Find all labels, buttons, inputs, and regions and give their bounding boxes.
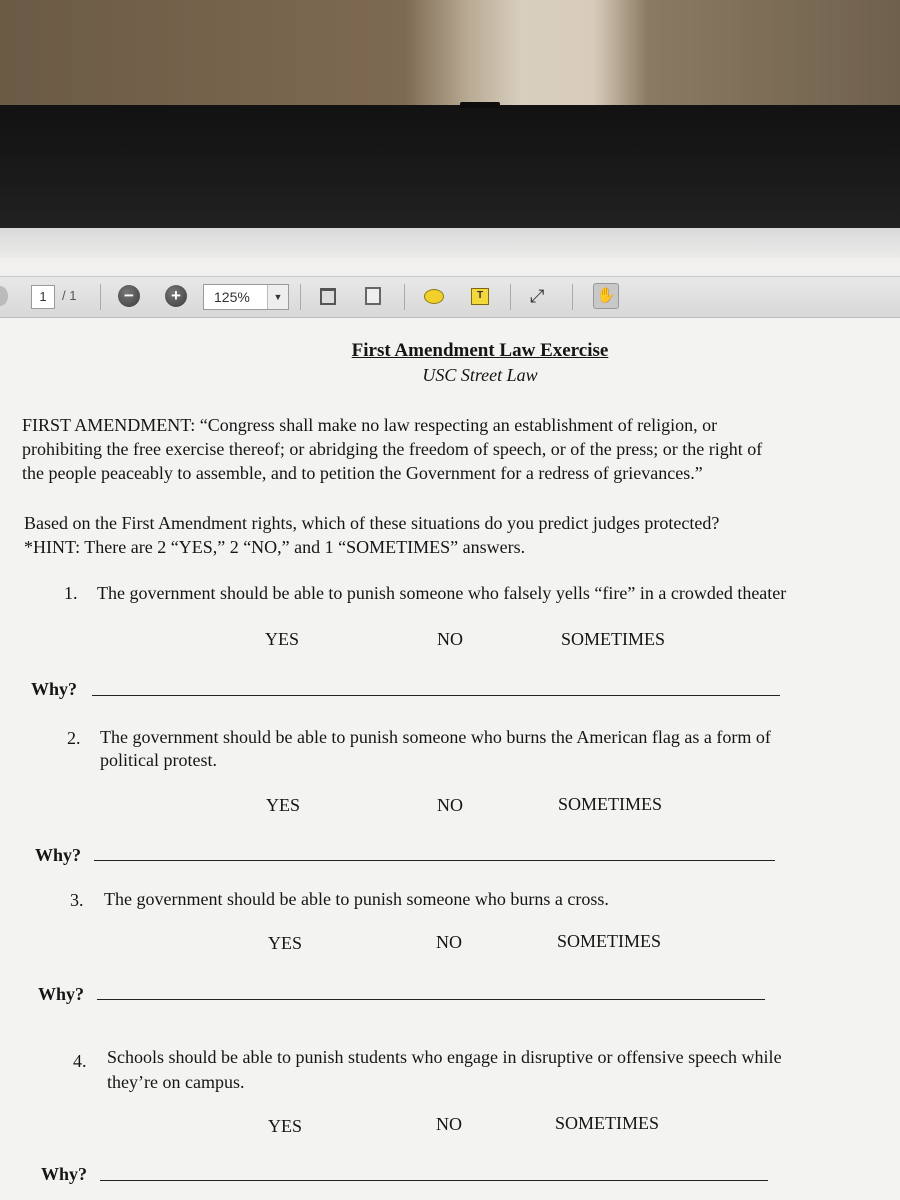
zoom-select[interactable] [203,284,289,310]
toolbar-divider [100,284,101,310]
single-page-icon [365,287,381,305]
option-yes[interactable]: YES [265,629,300,649]
document-subtitle: USC Street Law [422,365,538,385]
toolbar-divider [300,284,301,310]
option-no[interactable]: NO [437,795,463,815]
why-label: Why? [35,845,82,865]
chevron-down-icon[interactable]: ▼ [267,285,288,309]
monitor-camera [460,102,500,108]
zoom-value: 125% [214,289,250,305]
answer-line[interactable] [100,1180,768,1181]
instructions-line: Based on the First Amendment rights, which of these situations do you predict judges protected? [24,513,720,533]
hand-tool-button[interactable] [596,286,616,306]
nav-arrow-icon[interactable] [0,286,8,306]
question-text: they’re on campus. [107,1072,245,1092]
question-text: The government should be able to punish someone who burns the American flag as a form of [100,727,771,747]
option-sometimes[interactable]: SOMETIMES [555,1113,660,1133]
fit-page-button[interactable] [318,286,338,306]
toolbar-divider [510,284,511,310]
option-sometimes[interactable]: SOMETIMES [557,931,662,951]
expand-button[interactable] [530,286,550,306]
option-yes[interactable]: YES [268,933,303,953]
why-label: Why? [31,679,78,699]
answer-line[interactable] [97,999,765,1000]
stamp-button[interactable] [470,286,490,306]
amendment-line: the people peaceably to assemble, and to petition the Government for a redress of grievances.” [22,463,703,483]
question-text: political protest. [100,750,217,770]
option-no[interactable]: NO [436,932,462,952]
instructions-line: *HINT: There are 2 “YES,” 2 “NO,” and 1 “SOMETIMES” answers. [24,537,526,557]
single-page-button[interactable] [363,286,383,306]
monitor-bezel [0,105,900,230]
question-number: 4. [73,1051,87,1071]
fit-page-icon [320,288,336,305]
option-yes[interactable]: YES [266,795,301,815]
zoom-out-icon[interactable]: − [118,285,140,307]
pdf-toolbar [0,276,900,318]
toolbar-divider [404,284,405,310]
option-yes[interactable]: YES [268,1116,303,1136]
question-text: The government should be able to punish someone who burns a cross. [104,889,609,909]
question-text: Schools should be able to punish students who engage in disruptive or offensive speech while [107,1047,782,1067]
window-top-edge [0,228,900,258]
toolbar-divider [572,284,573,310]
question-text: The government should be able to punish someone who falsely yells “fire” in a crowded theater [97,583,787,603]
hand-tool-icon: ✋ [593,283,619,309]
background-wall [0,0,900,110]
question-number: 3. [70,890,84,910]
amendment-line: FIRST AMENDMENT: “Congress shall make no law respecting an establishment of religion, or [22,415,718,435]
zoom-in-icon[interactable]: + [165,285,187,307]
page-total-label: / 1 [62,288,77,303]
question-number: 1. [64,583,78,603]
document-page [0,318,900,1200]
amendment-line: prohibiting the free exercise thereof; or abridging the freedom of speech, or of the press; or the right of [22,439,763,459]
option-no[interactable]: NO [436,1114,462,1134]
why-label: Why? [38,984,85,1004]
question-number: 2. [67,728,81,748]
comment-button[interactable] [423,286,443,306]
answer-line[interactable] [92,695,780,696]
stamp-icon: T [471,288,489,305]
option-no[interactable]: NO [437,629,463,649]
option-sometimes[interactable]: SOMETIMES [558,794,663,814]
comment-icon [424,289,444,304]
answer-line[interactable] [94,860,775,861]
expand-icon: ⤢ [530,286,545,306]
page-number-input[interactable]: 1 [31,285,55,309]
option-sometimes[interactable]: SOMETIMES [561,629,666,649]
why-label: Why? [41,1164,88,1184]
document-title: First Amendment Law Exercise [351,340,609,361]
